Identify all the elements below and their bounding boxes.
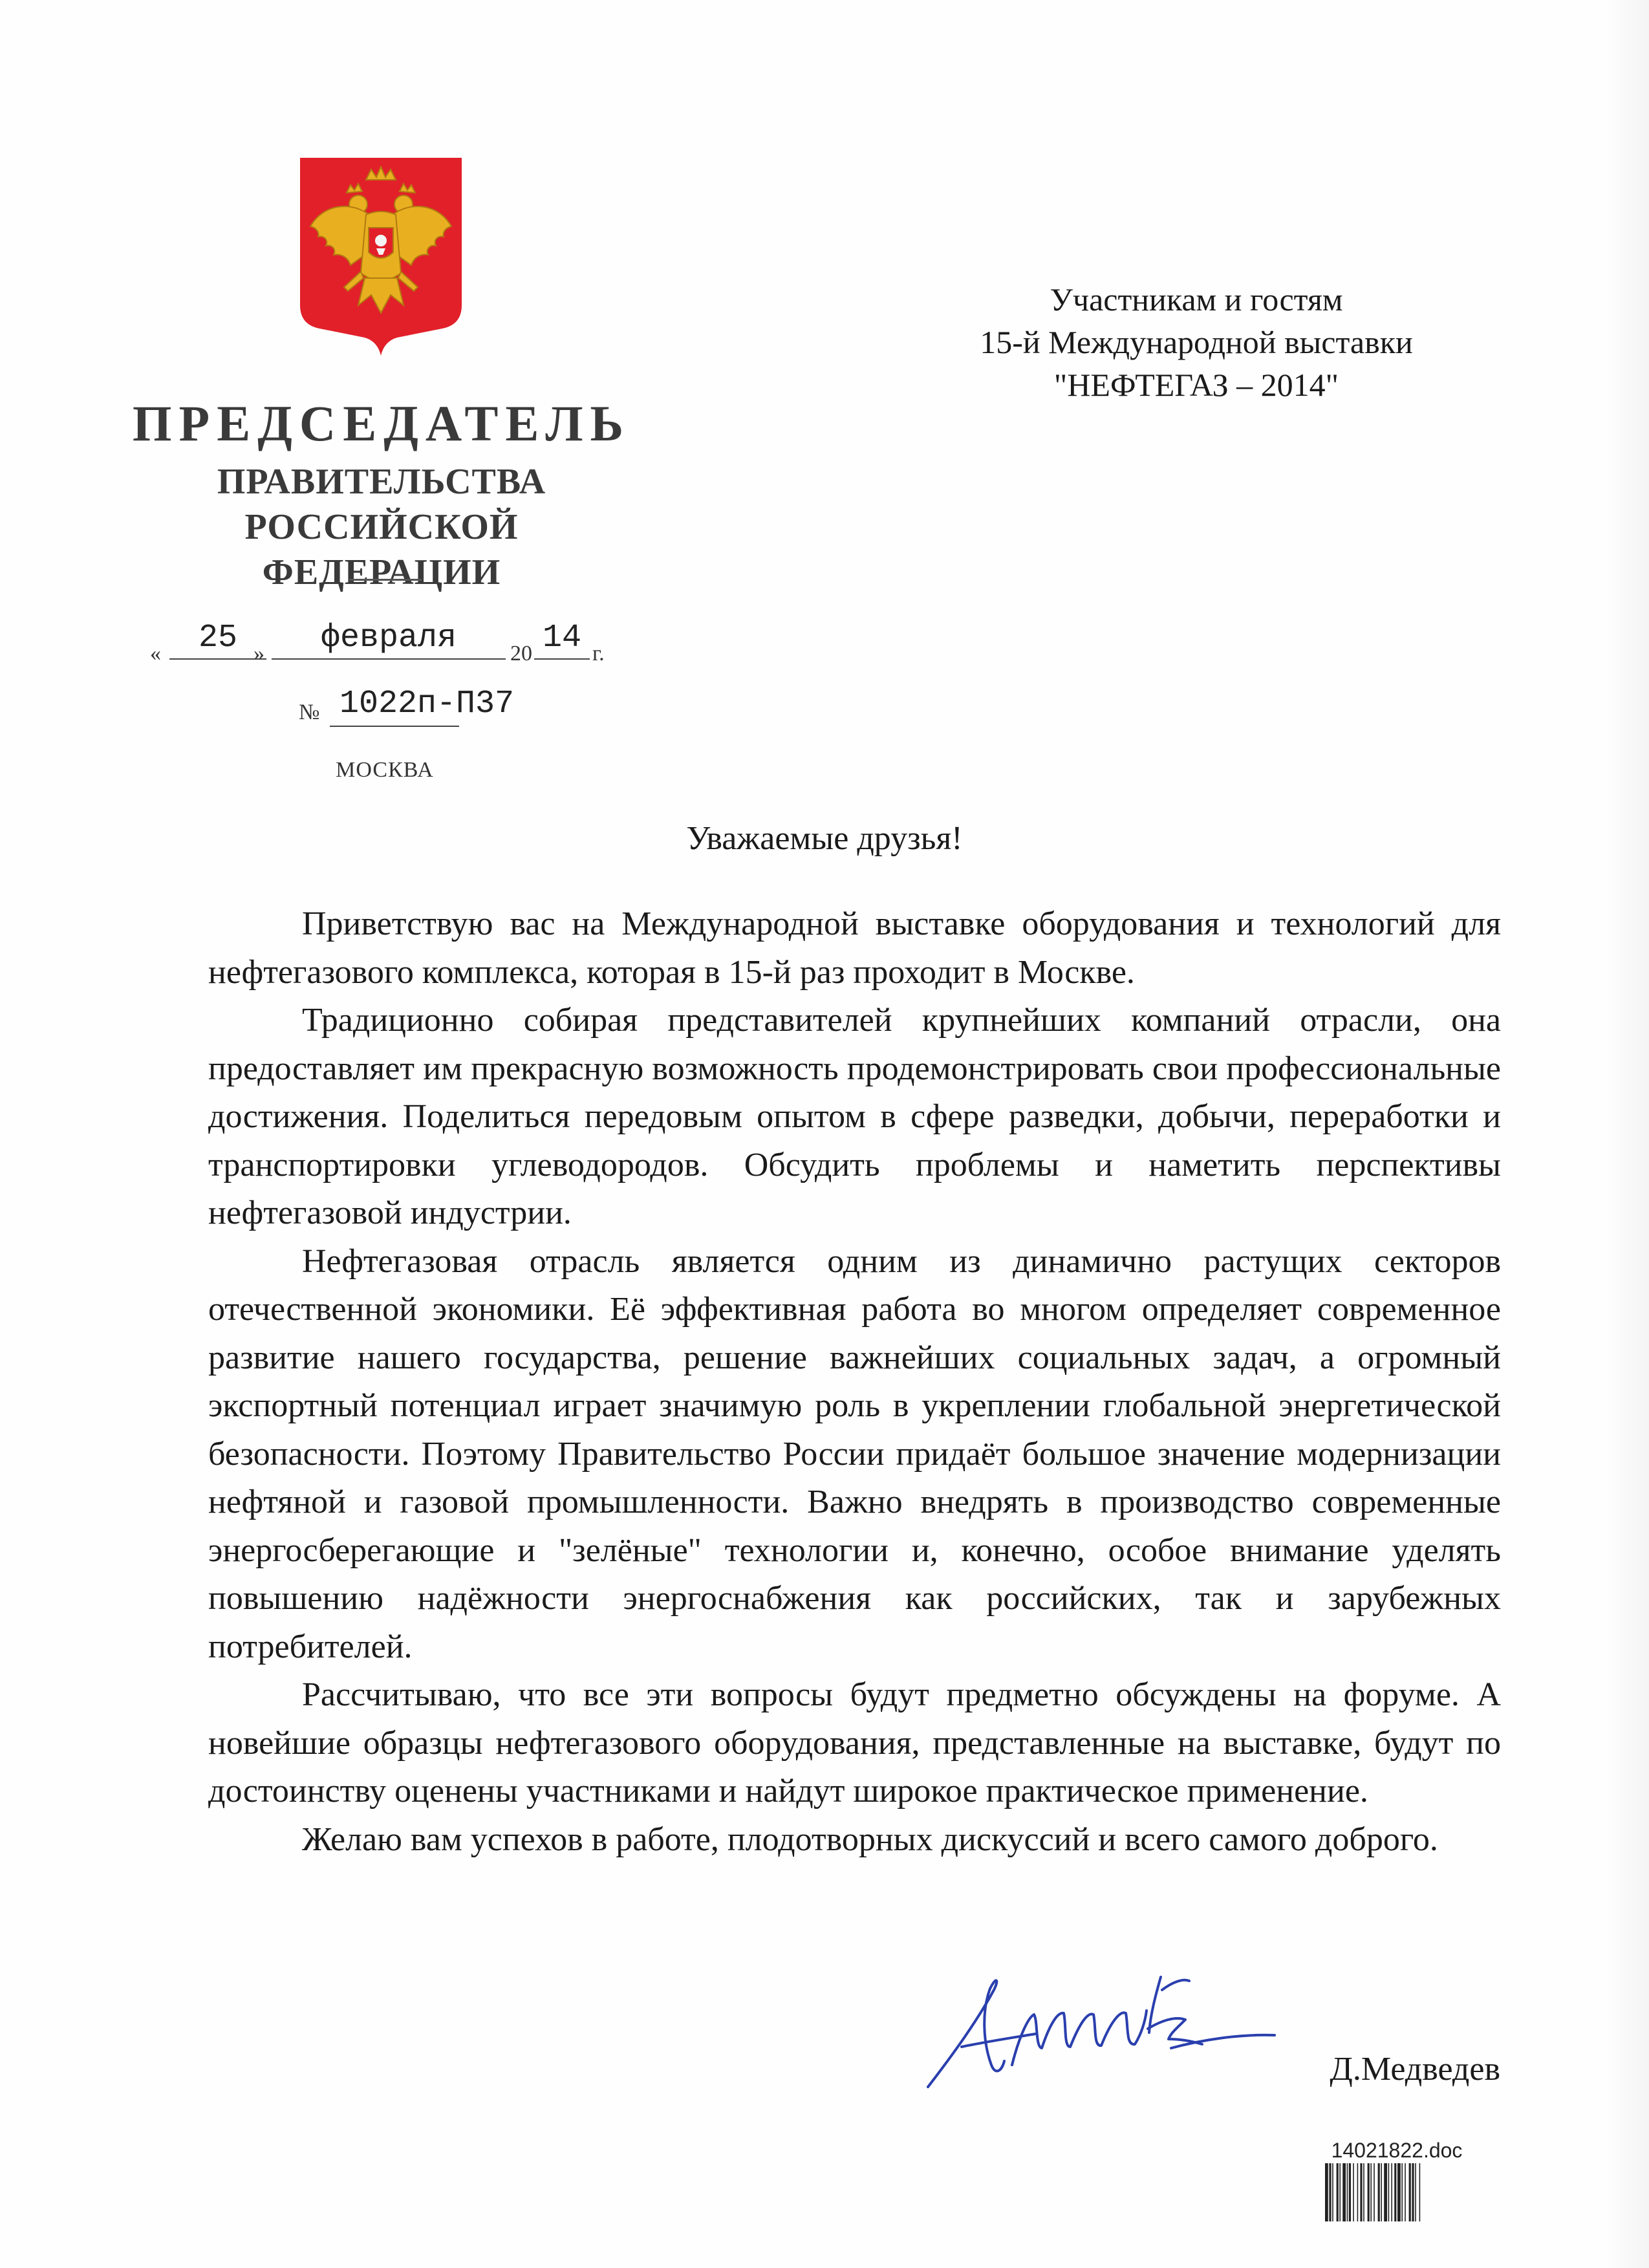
- barcode-bar: [1397, 2163, 1401, 2221]
- addressee-line-3: "НЕФТЕГАЗ – 2014": [1053, 367, 1339, 403]
- city: МОСКВА: [336, 758, 434, 782]
- paragraph-5: Желаю вам успехов в работе, плодотворных дискуссий и всего самого доброго.: [302, 1820, 1438, 1858]
- date-month: февраля: [320, 620, 457, 656]
- barcode-bar: [1381, 2163, 1382, 2221]
- barcode-bar: [1339, 2163, 1341, 2221]
- barcode-bar: [1353, 2163, 1354, 2221]
- doc-number: 1022п-П37: [339, 686, 515, 722]
- russian-coat-of-arms-icon: [296, 155, 466, 357]
- paragraph-1: Приветствую вас на Международной выставке оборудования и технологий для нефтегазового комплекса, которая в 15-й раз проходит в Москве.: [208, 905, 1501, 991]
- letterhead-subtitle-2: РОССИЙСКОЙ ФЕДЕРАЦИИ: [244, 507, 519, 592]
- barcode-bar: [1394, 2163, 1396, 2221]
- date-day-underline: [169, 658, 266, 660]
- barcode-bar: [1405, 2163, 1406, 2221]
- date-year-suffix: 14: [542, 620, 581, 656]
- date-year-unit: г.: [592, 642, 605, 665]
- barcode-bar: [1384, 2163, 1387, 2221]
- barcode-bar: [1374, 2163, 1375, 2221]
- barcode-bar: [1388, 2163, 1390, 2221]
- date-quote-open: «: [150, 642, 161, 665]
- paragraph-3: Нефтегазовая отрасль является одним из динамично растущих секторов отечественной экономики. Её эффективная работа во многом определяет современное развитие нашего государства, решение важнейших социальных задач, а огромный экспортный потенциал играет значимую роль в укреплении глобальной энергетической безопасности. Поэтому Правительство России придаёт большое значение модернизации нефтяной и газовой промышленности. Важно внедрять в производство современные энергосберегающие и "зелёные" технологии и, конечно, особое внимание уделять повышению надёжности энергоснабжения как российских, так и зарубежных потребителей.: [208, 1242, 1501, 1665]
- doc-number-label: №: [299, 700, 320, 724]
- barcode-bar: [1332, 2163, 1333, 2221]
- barcode-bar: [1419, 2163, 1421, 2221]
- barcode-bar: [1415, 2163, 1416, 2221]
- barcode-bar: [1329, 2163, 1331, 2221]
- doc-code: 14021822.doc: [1331, 2139, 1463, 2162]
- doc-number-underline: [330, 726, 459, 727]
- addressee-line-2: 15-й Международной выставки: [980, 324, 1413, 360]
- date-year-prefix: 20: [510, 642, 532, 665]
- letterhead-subtitle-1: ПРАВИТЕЛЬСТВА: [217, 462, 546, 502]
- addressee-line-1: Участникам и гостям: [1050, 281, 1343, 318]
- date-quote-close: »: [253, 642, 264, 665]
- date-year-underline: [534, 658, 590, 660]
- date-day: 25: [198, 620, 237, 656]
- scan-edge-shade: [1604, 0, 1649, 2268]
- date-month-underline: [272, 658, 506, 660]
- barcode-bar: [1368, 2163, 1370, 2221]
- barcode-bar: [1391, 2163, 1392, 2221]
- paragraph-4: Рассчитываю, что все эти вопросы будут предметно обсуждены на форуме. А новейшие образцы нефтегазового оборудования, представленные на выставке, будут по достоинству оценены участниками и найдут широкое практическое применение.: [208, 1676, 1501, 1809]
- barcode-bar: [1357, 2163, 1359, 2221]
- barcode-bar: [1378, 2163, 1380, 2221]
- barcode-bar: [1325, 2163, 1328, 2221]
- barcode-bar: [1412, 2163, 1414, 2221]
- barcode-bar: [1401, 2163, 1403, 2221]
- letterhead-title: ПРЕДСЕДАТЕЛЬ: [132, 395, 631, 451]
- barcode-bar: [1370, 2163, 1372, 2221]
- letterhead-divider: [349, 579, 422, 581]
- barcode-icon: [1324, 2163, 1470, 2221]
- barcode-bar: [1337, 2163, 1339, 2221]
- barcode-bar: [1342, 2163, 1346, 2221]
- paragraph-2: Традиционно собирая представителей крупнейших компаний отрасли, она предоставляет им прекрасную возможность продемонстрировать свои профессиональные достижения. Поделиться передовым опытом в сфере разведки, добычи, переработки и транспортировки углеводородов. Обсудить проблемы и наметить перспективы нефтегазовой индустрии.: [208, 1002, 1501, 1231]
- barcode-bar: [1347, 2163, 1348, 2221]
- barcode-bar: [1349, 2163, 1351, 2221]
- greeting: Уважаемые друзья!: [686, 820, 963, 857]
- letter-body: [208, 900, 1501, 1864]
- handwritten-signature-icon: [915, 1950, 1277, 2099]
- barcode-bar: [1360, 2163, 1362, 2221]
- barcode-bar: [1409, 2163, 1411, 2221]
- signer-name: Д.Медведев: [1330, 2051, 1500, 2088]
- barcode-bar: [1363, 2163, 1364, 2221]
